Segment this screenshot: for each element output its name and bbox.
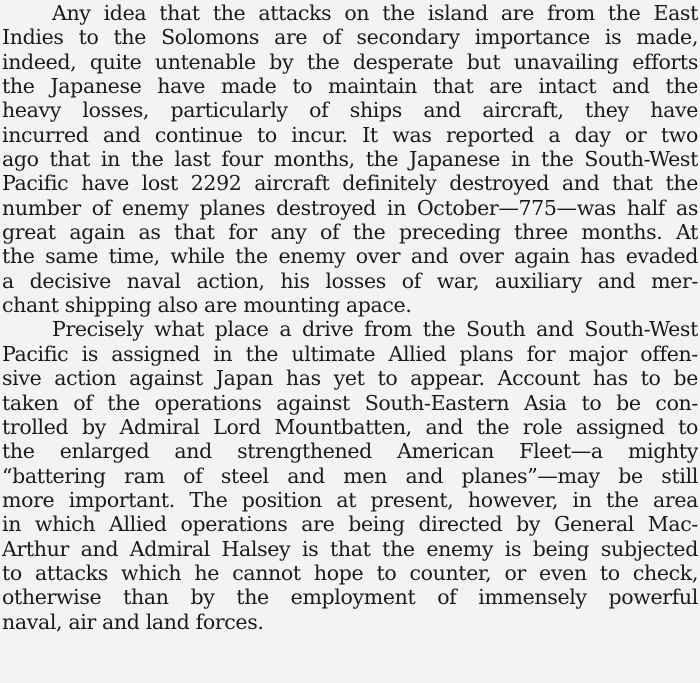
text-line: the enlarged and strengthened American Fleet—a mighty <box>2 439 698 464</box>
text-line: sive action against Japan has yet to appear. Account has to be <box>2 366 698 391</box>
text-line: great again as that for any of the preceding three months. At <box>2 220 698 245</box>
text-line: a decisive naval action, his losses of war, auxiliary and mer- <box>2 268 698 293</box>
text-line: to attacks which he cannot hope to counter, or even to check, <box>2 560 698 585</box>
paragraph-1 <box>2 1 700 317</box>
text-line: incurred and continue to incur. It was reported a day or two <box>2 122 698 147</box>
text-line: the Japanese have made to maintain that are intact and the <box>2 74 698 99</box>
text-line: chant shipping also are mounting apace. <box>2 293 412 318</box>
text-line: taken of the operations against South-Eastern Asia to be con- <box>2 390 698 415</box>
text-line: in which Allied operations are being directed by General Mac- <box>2 512 698 537</box>
text-line: “battering ram of steel and men and planes”—may be still <box>2 463 698 488</box>
text-line: Any idea that the attacks on the island are from the East <box>52 1 698 25</box>
text-line: Precisely what place a drive from the South and South-West <box>52 317 698 342</box>
text-line: ago that in the last four months, the Japanese in the South-West <box>2 147 698 172</box>
text-line: more important. The position at present, however, in the area <box>2 487 698 512</box>
text-line: Indies to the Solomons are of secondary importance is made, <box>2 25 698 50</box>
text-line: indeed, quite untenable by the desperate but unavailing efforts <box>2 49 698 74</box>
text-line: otherwise than by the employment of immensely powerful <box>2 585 698 610</box>
text-line: trolled by Admiral Lord Mountbatten, and the role assigned to <box>2 414 698 439</box>
text-line: heavy losses, particularly of ships and aircraft, they have <box>2 98 698 123</box>
text-line: Arthur and Admiral Halsey is that the enemy is being subjected <box>2 536 698 561</box>
text-line: number of enemy planes destroyed in October—775—was half as <box>2 195 698 220</box>
text-line: Pacific is assigned in the ultimate Allied plans for major offen- <box>2 341 698 366</box>
paragraph-2 <box>2 317 700 633</box>
text-line: Pacific have lost 2292 aircraft definitely destroyed and that the <box>2 171 698 196</box>
text-line: naval, air and land forces. <box>2 609 264 634</box>
text-line: the same time, while the enemy over and over again has evaded <box>2 244 698 269</box>
